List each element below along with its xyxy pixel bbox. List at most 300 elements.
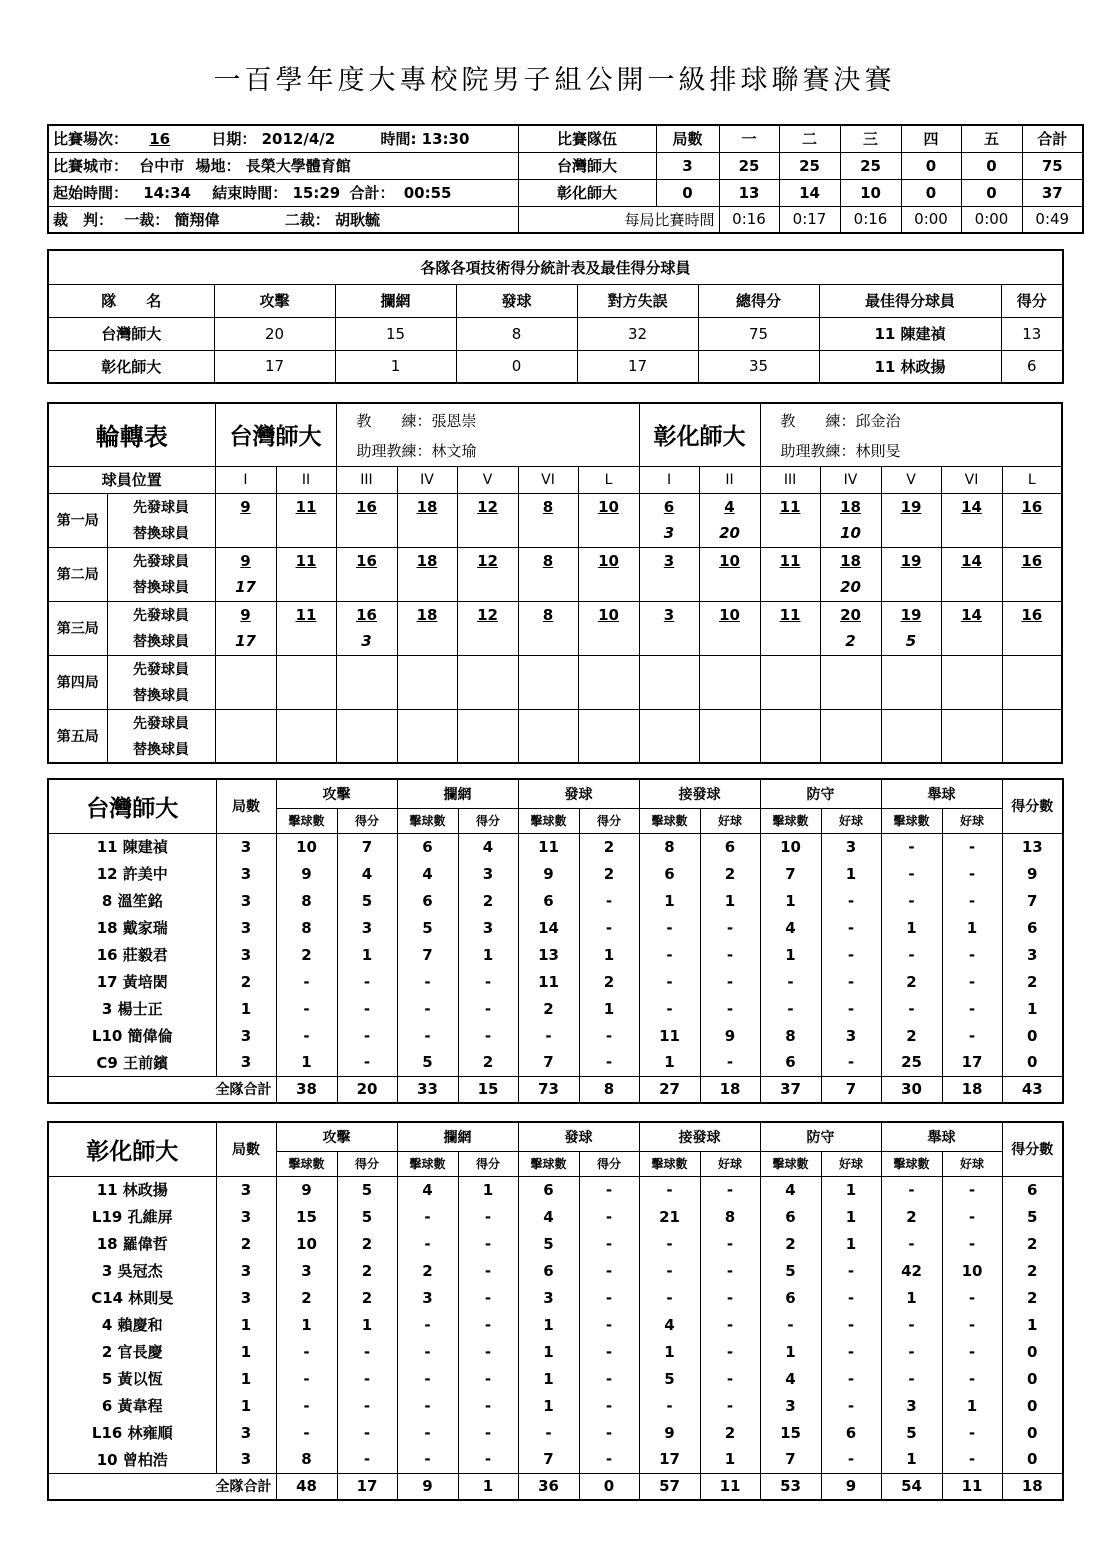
player-stat: 6 (518, 887, 579, 914)
player-stat: 11 (639, 1022, 700, 1049)
substitute-number (215, 682, 276, 709)
player-row (48, 914, 1063, 941)
player-stat: 11 (518, 833, 579, 860)
player-stat: - (881, 941, 942, 968)
starter-number (941, 709, 1002, 736)
set-time: 0:00 (961, 206, 1022, 233)
starter-number: 16 (1002, 493, 1062, 520)
stat-cell: 17 (214, 350, 335, 383)
starter-number: 11 (276, 547, 336, 574)
player-stat: - (458, 1257, 518, 1284)
player-stat: 25 (881, 1049, 942, 1076)
player-stat: 6 (1002, 1176, 1063, 1203)
player-name: 6 黃韋程 (101, 1397, 163, 1415)
player-stat: - (942, 1022, 1002, 1049)
skill-sub-header: 擊球數 (639, 1151, 700, 1176)
team-a-player-table (47, 778, 1064, 1104)
player-stat: 2 (276, 941, 337, 968)
team-total-value: 18 (700, 1076, 760, 1103)
substitute-number (639, 574, 699, 601)
substitute-number (941, 520, 1002, 547)
starter-number: 9 (215, 547, 276, 574)
player-stat: 1 (700, 1446, 760, 1473)
substitute-number (276, 682, 336, 709)
player-stat: - (881, 1338, 942, 1365)
set-label: 第二局 (48, 547, 107, 601)
player-row (48, 833, 1063, 860)
starter-label: 先發球員 (107, 493, 215, 520)
team-total-value: 54 (881, 1473, 942, 1500)
team-total-value: 38 (276, 1076, 337, 1103)
player-stat: 3 (216, 1446, 276, 1473)
player-stat: 2 (216, 968, 276, 995)
team-total-value: 36 (518, 1473, 579, 1500)
skill-group-header: 接發球 (639, 1122, 760, 1151)
player-name: 11 陳建禎 (96, 838, 168, 857)
player-stat: 1 (518, 1392, 579, 1419)
starter-number: 6 (639, 493, 699, 520)
stats-row (48, 350, 1063, 383)
stat-cell: 1 (335, 350, 456, 383)
skill-sub-header: 擊球數 (881, 1151, 942, 1176)
team-total-value: 9 (821, 1473, 881, 1500)
substitute-number (457, 574, 518, 601)
position-header: IV (820, 466, 881, 493)
player-stat: 9 (1002, 860, 1063, 887)
starter-number: 14 (941, 493, 1002, 520)
team-total-value: 11 (942, 1473, 1002, 1500)
player-stat: 5 (760, 1257, 821, 1284)
substitute-number (276, 736, 336, 763)
player-name: 18 戴家瑞 (96, 919, 168, 937)
player-stat: 6 (760, 1203, 821, 1230)
starter-number: 10 (699, 547, 760, 574)
starter-number: 18 (397, 601, 457, 628)
player-stat: 15 (760, 1419, 821, 1446)
player-row (48, 1446, 1063, 1473)
team-total-row (48, 1076, 1063, 1103)
player-stat: - (337, 1049, 397, 1076)
player-stat: - (942, 1365, 1002, 1392)
player-stat: 0 (1002, 1022, 1063, 1049)
player-stat: 6 (760, 1049, 821, 1076)
player-stat: - (821, 1311, 881, 1338)
match-no: 16 (149, 130, 171, 149)
team-total-value: 15 (458, 1076, 518, 1103)
rotation-team-a: 台灣師大 (215, 403, 336, 466)
player-name: 5 黃以恆 (101, 1370, 163, 1388)
stat-cell: 75 (698, 317, 819, 350)
score-cell: 3 (656, 152, 719, 179)
player-name: C9 王前鑌 (96, 1053, 169, 1072)
starter-number (941, 655, 1002, 682)
starter-number (1002, 655, 1062, 682)
player-stat: 10 (942, 1257, 1002, 1284)
team-total-value: 11 (700, 1473, 760, 1500)
player-stat: - (458, 1365, 518, 1392)
player-stat: - (942, 1338, 1002, 1365)
substitute-number: 2 (820, 628, 881, 655)
skill-group-header: 舉球 (881, 1122, 1002, 1151)
substitute-label: 替換球員 (107, 574, 215, 601)
player-stat: - (942, 941, 1002, 968)
substitute-number (1002, 574, 1062, 601)
player-stat: 5 (639, 1365, 700, 1392)
stat-cell: 15 (335, 317, 456, 350)
team-b-player-table (47, 1121, 1064, 1501)
player-stat: - (397, 1419, 458, 1446)
starter-number: 14 (941, 547, 1002, 574)
starter-number: 14 (941, 601, 1002, 628)
player-stat: - (821, 941, 881, 968)
starter-number (760, 709, 820, 736)
player-stat: 4 (639, 1311, 700, 1338)
starter-number: 10 (578, 547, 639, 574)
skill-group-header: 防守 (760, 779, 881, 808)
team-total-value: 17 (337, 1473, 397, 1500)
starter-label: 先發球員 (107, 547, 215, 574)
player-stat: - (942, 1284, 1002, 1311)
substitute-number (639, 628, 699, 655)
player-stat: 1 (942, 914, 1002, 941)
player-stat: 4 (760, 1365, 821, 1392)
player-stat: - (942, 1446, 1002, 1473)
starter-number (578, 709, 639, 736)
player-stat: - (881, 860, 942, 887)
skill-sub-header: 好球 (942, 1151, 1002, 1176)
score-cell: 台灣師大 (518, 152, 656, 179)
player-stat: 1 (821, 1203, 881, 1230)
skill-sub-header: 好球 (700, 1151, 760, 1176)
starter-number (397, 655, 457, 682)
player-stat: - (881, 995, 942, 1022)
substitute-number (215, 520, 276, 547)
player-stat: - (821, 1257, 881, 1284)
player-stat: 14 (518, 914, 579, 941)
player-name: 18 羅偉哲 (96, 1235, 168, 1253)
match-no-cell: 比賽場次： 16 日期： 2012/4/2 時間: 13:30 (48, 125, 518, 152)
player-stat: - (760, 995, 821, 1022)
player-stat: - (942, 1203, 1002, 1230)
substitute-number (760, 682, 820, 709)
player-stat: - (337, 1419, 397, 1446)
player-stat: 3 (216, 914, 276, 941)
skill-group-header: 接發球 (639, 779, 760, 808)
player-stat: 2 (337, 1284, 397, 1311)
set-time: 0:16 (719, 206, 779, 233)
player-stat: - (700, 1392, 760, 1419)
player-stat: 0 (1002, 1365, 1063, 1392)
starter-number: 20 (820, 601, 881, 628)
stats-header: 攔網 (335, 284, 456, 317)
stat-cell: 17 (577, 350, 698, 383)
player-stat: 1 (216, 1365, 276, 1392)
page-title: 一百學年度大專校院男子組公開一級排球聯賽決賽 (213, 65, 896, 96)
starter-number (518, 655, 578, 682)
score-header: 一 (719, 125, 779, 152)
player-stat: 10 (276, 833, 337, 860)
skill-sub-header: 好球 (821, 1151, 881, 1176)
position-header: I (639, 466, 699, 493)
player-stat: 9 (700, 1022, 760, 1049)
substitute-number (397, 628, 457, 655)
player-stat: 6 (518, 1257, 579, 1284)
score-cell: 25 (779, 152, 840, 179)
set-time: 0:00 (901, 206, 961, 233)
player-stat: - (276, 1338, 337, 1365)
skill-sub-header: 得分 (337, 808, 397, 833)
player-stat: - (458, 1022, 518, 1049)
substitute-number (578, 574, 639, 601)
skill-sub-header: 好球 (821, 808, 881, 833)
substitute-number (457, 682, 518, 709)
starter-number (699, 709, 760, 736)
player-stat: - (942, 1311, 1002, 1338)
player-stat: 2 (337, 1257, 397, 1284)
player-stat: - (397, 1022, 458, 1049)
player-stat: 1 (579, 941, 639, 968)
player-stat: - (881, 887, 942, 914)
team-total-value: 33 (397, 1076, 458, 1103)
starter-number: 8 (518, 547, 578, 574)
player-stat: - (700, 914, 760, 941)
player-stat: 1 (337, 941, 397, 968)
substitute-number (699, 736, 760, 763)
substitute-number (760, 574, 820, 601)
skill-sub-header: 擊球數 (276, 1151, 337, 1176)
best-player: 11 陳建禎 (819, 317, 1001, 350)
starter-number (457, 709, 518, 736)
player-stat: - (458, 1446, 518, 1473)
score-cell: 14 (779, 179, 840, 206)
substitute-number (820, 736, 881, 763)
player-stat: 3 (881, 1392, 942, 1419)
player-stat: 7 (518, 1049, 579, 1076)
player-stat: 6 (821, 1419, 881, 1446)
team-total-value: 18 (1002, 1473, 1063, 1500)
player-stat: - (942, 860, 1002, 887)
substitute-label: 替換球員 (107, 628, 215, 655)
player-stat: - (700, 1176, 760, 1203)
team-total-label: 全隊合計 (48, 1473, 276, 1500)
player-stat: 1 (276, 1311, 337, 1338)
player-stat: - (639, 941, 700, 968)
skill-sub-header: 得分 (579, 808, 639, 833)
player-stat: - (397, 995, 458, 1022)
player-stat: 2 (579, 968, 639, 995)
substitute-number (578, 736, 639, 763)
stats-header: 隊 名 (48, 284, 214, 317)
player-stat: - (458, 1392, 518, 1419)
substitute-number (1002, 682, 1062, 709)
starter-number: 10 (578, 493, 639, 520)
position-header: V (457, 466, 518, 493)
player-stat: - (579, 1284, 639, 1311)
player-stat: - (458, 995, 518, 1022)
starter-number: 11 (760, 493, 820, 520)
player-stat: - (458, 1419, 518, 1446)
coach-b: 教 練：邱金治 (760, 403, 1062, 436)
player-stat: 42 (881, 1257, 942, 1284)
player-stat: 8 (760, 1022, 821, 1049)
substitute-number (881, 574, 941, 601)
player-stat: - (337, 1446, 397, 1473)
player-row (48, 995, 1063, 1022)
player-row (48, 1230, 1063, 1257)
score-cell: 0 (961, 152, 1022, 179)
player-stat: 2 (1002, 1257, 1063, 1284)
rotation-team-b: 彰化師大 (639, 403, 760, 466)
score-cell: 37 (1022, 179, 1083, 206)
player-stat: 9 (276, 1176, 337, 1203)
player-stat: 2 (1002, 968, 1063, 995)
skill-group-header: 發球 (518, 779, 639, 808)
skill-group-header: 防守 (760, 1122, 881, 1151)
substitute-number (881, 520, 941, 547)
player-stat: - (458, 1311, 518, 1338)
player-stat: - (579, 1392, 639, 1419)
position-header: III (336, 466, 397, 493)
player-stat: 6 (1002, 914, 1063, 941)
score-header: 二 (779, 125, 840, 152)
substitute-number (760, 736, 820, 763)
player-stat: - (276, 995, 337, 1022)
substitute-number: 20 (820, 574, 881, 601)
player-stat: - (821, 1365, 881, 1392)
player-stat: 2 (458, 1049, 518, 1076)
substitute-number (578, 520, 639, 547)
player-stat: 2 (760, 1230, 821, 1257)
starter-label: 先發球員 (107, 709, 215, 736)
player-stat: 2 (1002, 1284, 1063, 1311)
player-name: L19 孔維屏 (91, 1208, 173, 1226)
substitute-number (1002, 520, 1062, 547)
player-stat: 3 (518, 1284, 579, 1311)
team-name: 台灣師大 (48, 317, 214, 350)
player-stat: - (639, 1257, 700, 1284)
player-stat: 3 (216, 860, 276, 887)
position-header: II (699, 466, 760, 493)
team-total-value: 57 (639, 1473, 700, 1500)
substitute-number (276, 574, 336, 601)
player-stat: 3 (216, 1257, 276, 1284)
player-name: 2 官長慶 (101, 1343, 163, 1361)
player-stat: 2 (337, 1230, 397, 1257)
starter-number: 8 (518, 493, 578, 520)
player-stat: 2 (216, 1230, 276, 1257)
starter-number: 11 (276, 493, 336, 520)
set-label: 第五局 (48, 709, 107, 763)
score-header: 局數 (656, 125, 719, 152)
player-stat: 3 (216, 1176, 276, 1203)
player-stat: 3 (821, 1022, 881, 1049)
score-header: 比賽隊伍 (518, 125, 656, 152)
player-stat: 4 (760, 914, 821, 941)
player-stat: - (639, 1176, 700, 1203)
starter-number (276, 709, 336, 736)
substitute-number (760, 520, 820, 547)
player-stat: 1 (518, 1311, 579, 1338)
player-stat: 17 (639, 1446, 700, 1473)
player-stat: 1 (821, 1230, 881, 1257)
skill-group-header: 攔網 (397, 1122, 518, 1151)
player-stat: 0 (1002, 1392, 1063, 1419)
substitute-number (518, 628, 578, 655)
team-total-value: 43 (1002, 1076, 1063, 1103)
skill-sub-header: 擊球數 (518, 1151, 579, 1176)
starter-number: 11 (760, 547, 820, 574)
player-stat: 9 (276, 860, 337, 887)
player-stat: 4 (397, 1176, 458, 1203)
substitute-number (457, 628, 518, 655)
player-name: 16 莊毅君 (96, 946, 168, 964)
position-header: V (881, 466, 941, 493)
substitute-number (397, 520, 457, 547)
skill-sub-header: 擊球數 (397, 808, 458, 833)
player-name: C14 林則旻 (91, 1289, 174, 1307)
player-stat: 3 (1002, 941, 1063, 968)
score-header: 合計 (1022, 125, 1083, 152)
substitute-number (578, 682, 639, 709)
substitute-number: 10 (820, 520, 881, 547)
player-name: 11 林政揚 (96, 1181, 168, 1200)
stat-cell: 8 (456, 317, 577, 350)
player-stat: - (942, 1176, 1002, 1203)
player-stat: 1 (639, 1338, 700, 1365)
player-stat: 7 (760, 860, 821, 887)
player-stat: - (458, 1284, 518, 1311)
player-stat: - (821, 1338, 881, 1365)
set-time: 0:17 (779, 206, 840, 233)
starter-number (881, 709, 941, 736)
score-cell: 13 (719, 179, 779, 206)
player-stat: 2 (458, 887, 518, 914)
player-stat: 2 (579, 860, 639, 887)
starter-number: 18 (820, 547, 881, 574)
substitute-number (699, 574, 760, 601)
substitute-number (699, 682, 760, 709)
player-stat: 1 (1002, 1311, 1063, 1338)
player-stat: - (881, 1365, 942, 1392)
player-stat: - (700, 995, 760, 1022)
player-stat: 2 (276, 1284, 337, 1311)
score-cell: 10 (840, 179, 901, 206)
player-stat: - (276, 1419, 337, 1446)
player-stat: 4 (337, 860, 397, 887)
player-stat: 1 (760, 941, 821, 968)
rotation-table (47, 402, 1063, 764)
match-time: 13:30 (421, 130, 470, 149)
score-cell: 彰化師大 (518, 179, 656, 206)
player-stat: - (276, 1392, 337, 1419)
player-stat: 1 (821, 860, 881, 887)
substitute-number (941, 574, 1002, 601)
score-cell: 0 (656, 179, 719, 206)
player-row (48, 1365, 1063, 1392)
player-stat: - (397, 1230, 458, 1257)
starter-number: 19 (881, 547, 941, 574)
player-stat: 7 (1002, 887, 1063, 914)
player-stat: - (942, 968, 1002, 995)
substitute-number (215, 736, 276, 763)
player-row (48, 1419, 1063, 1446)
player-stat: 1 (518, 1338, 579, 1365)
team-name: 彰化師大 (48, 350, 214, 383)
starter-number: 19 (881, 601, 941, 628)
substitute-label: 替換球員 (107, 520, 215, 547)
substitute-number (457, 736, 518, 763)
team-total-row (48, 1473, 1063, 1500)
